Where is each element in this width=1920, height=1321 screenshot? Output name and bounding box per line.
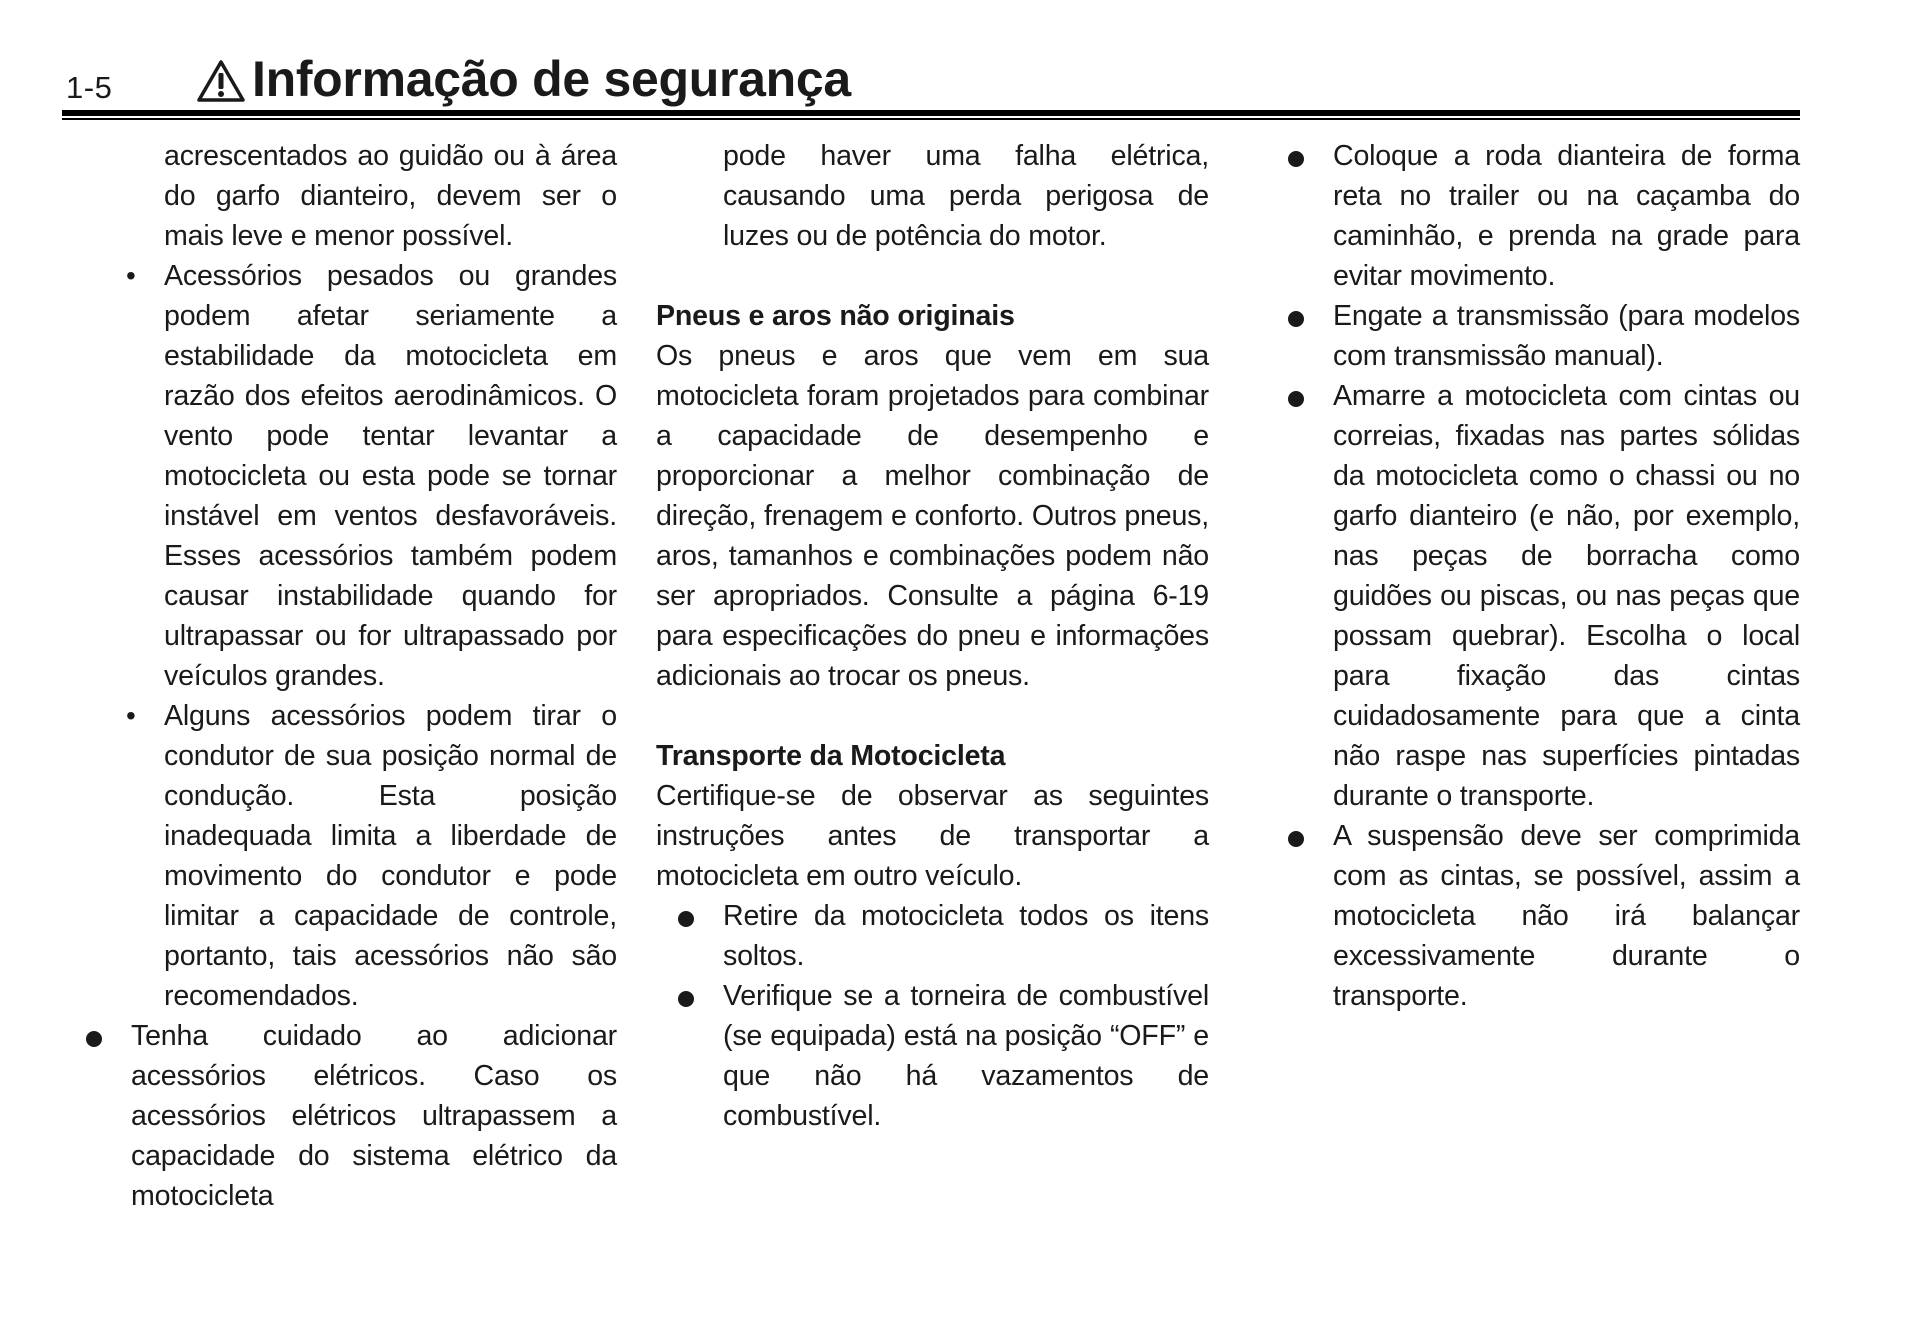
header-rule-thick — [62, 110, 1800, 116]
continued-text: acrescentados ao guidão ou à área do garfo dianteiro, devem ser o mais leve e menor possível. — [164, 140, 617, 252]
list-item-text: Coloque a roda dianteira de forma reta no trailer ou na caçamba do caminhão, e prenda na grade para evitar movimento. — [1333, 140, 1800, 292]
list-item-text: Verifique se a torneira de combustível (se equipada) está na posição “OFF” e que não há vazamentos de combustível. — [723, 980, 1209, 1132]
list-item-text: Retire da motocicleta todos os itens soltos. — [723, 900, 1209, 972]
section-text-tires: Os pneus e aros que vem em sua motocicleta foram projetados para combinar a capacidade de desempenho e proporcionar a melhor combinação de direção, frenagem e conforto. Outros pneus, aros, tamanhos e combinações podem não ser apropriados. Consulte a página 6-19 para especificações do pneu e informações adicionais ao trocar os pneus. — [656, 340, 1209, 692]
continued-text: pode haver uma falha elétrica, causando uma perda perigosa de luzes ou de potência do motor. — [723, 140, 1209, 252]
bullet-disc-icon — [1288, 831, 1304, 847]
bullet-disc-icon — [1288, 311, 1304, 327]
list-item — [64, 256, 617, 696]
list-item — [1266, 816, 1800, 1016]
list-item — [64, 696, 617, 1016]
bullet-disc-icon — [1288, 151, 1304, 167]
list-item — [656, 896, 1209, 976]
title-wrap — [196, 50, 851, 108]
column-3 — [1266, 136, 1800, 1016]
warning-triangle-icon — [196, 59, 246, 103]
list-item-text: Acessórios pesados ou grandes podem afetar seriamente a estabilidade da motocicleta em razão dos efeitos aerodinâmicos. O vento pode tentar levantar a motocicleta ou esta pode se tornar instável em ventos desfavoráveis. Esses acessórios também podem causar instabilidade quando for ultrapassar ou for ultrapassado por veículos grandes. — [164, 260, 617, 692]
section-text-transport: Certifique-se de observar as seguintes instruções antes de transportar a motocicleta em outro veículo. — [656, 780, 1209, 892]
list-item-text: Alguns acessórios podem tirar o condutor de sua posição normal de condução. Esta posição inadequada limita a liberdade de movimento do condutor e pode limitar a capacidade de controle, portanto, tais acessórios não são recomendados. — [164, 700, 617, 1012]
page-header — [62, 50, 1800, 110]
bullet-disc-icon — [678, 911, 694, 927]
list-item-text: A suspensão deve ser comprimida com as cintas, se possível, assim a motocicleta não irá balançar excessivamente durante o transporte. — [1333, 820, 1800, 1012]
column-2 — [656, 136, 1209, 1136]
list-item-text: Engate a transmissão (para modelos com transmissão manual). — [1333, 300, 1800, 372]
bullet-disc-icon — [86, 1031, 102, 1047]
bullet-dot-icon: • — [126, 260, 136, 291]
section-heading-tires: Pneus e aros não originais — [656, 300, 1015, 332]
list-item — [1266, 376, 1800, 816]
column-1 — [64, 136, 617, 1216]
section-heading-transport: Transporte da Motocicleta — [656, 740, 1006, 772]
list-item — [656, 976, 1209, 1136]
bullet-dot-icon: • — [126, 700, 136, 731]
list-item-text: Amarre a motocicleta com cintas ou correias, fixadas nas partes sólidas da motocicleta como o chassi ou no garfo dianteiro (e não, por exemplo, nas peças de borracha como guidões ou piscas, ou nas peças que possam quebrar). Escolha o local para fixação das cintas cuidadosamente para que a cinta não raspe nas superfícies pintadas durante o transporte. — [1333, 380, 1800, 812]
list-item — [1266, 296, 1800, 376]
bullet-disc-icon — [678, 991, 694, 1007]
bullet-disc-icon — [1288, 391, 1304, 407]
list-item-text: Tenha cuidado ao adicionar acessórios elétricos. Caso os acessórios elétricos ultrapassem a capacidade do sistema elétrico da motocicleta — [131, 1020, 617, 1212]
list-item — [1266, 136, 1800, 296]
page-title: Informação de segurança — [252, 51, 851, 107]
header-rule-thin — [62, 118, 1800, 120]
page-number: 1-5 — [66, 70, 113, 105]
list-item — [64, 1016, 617, 1216]
